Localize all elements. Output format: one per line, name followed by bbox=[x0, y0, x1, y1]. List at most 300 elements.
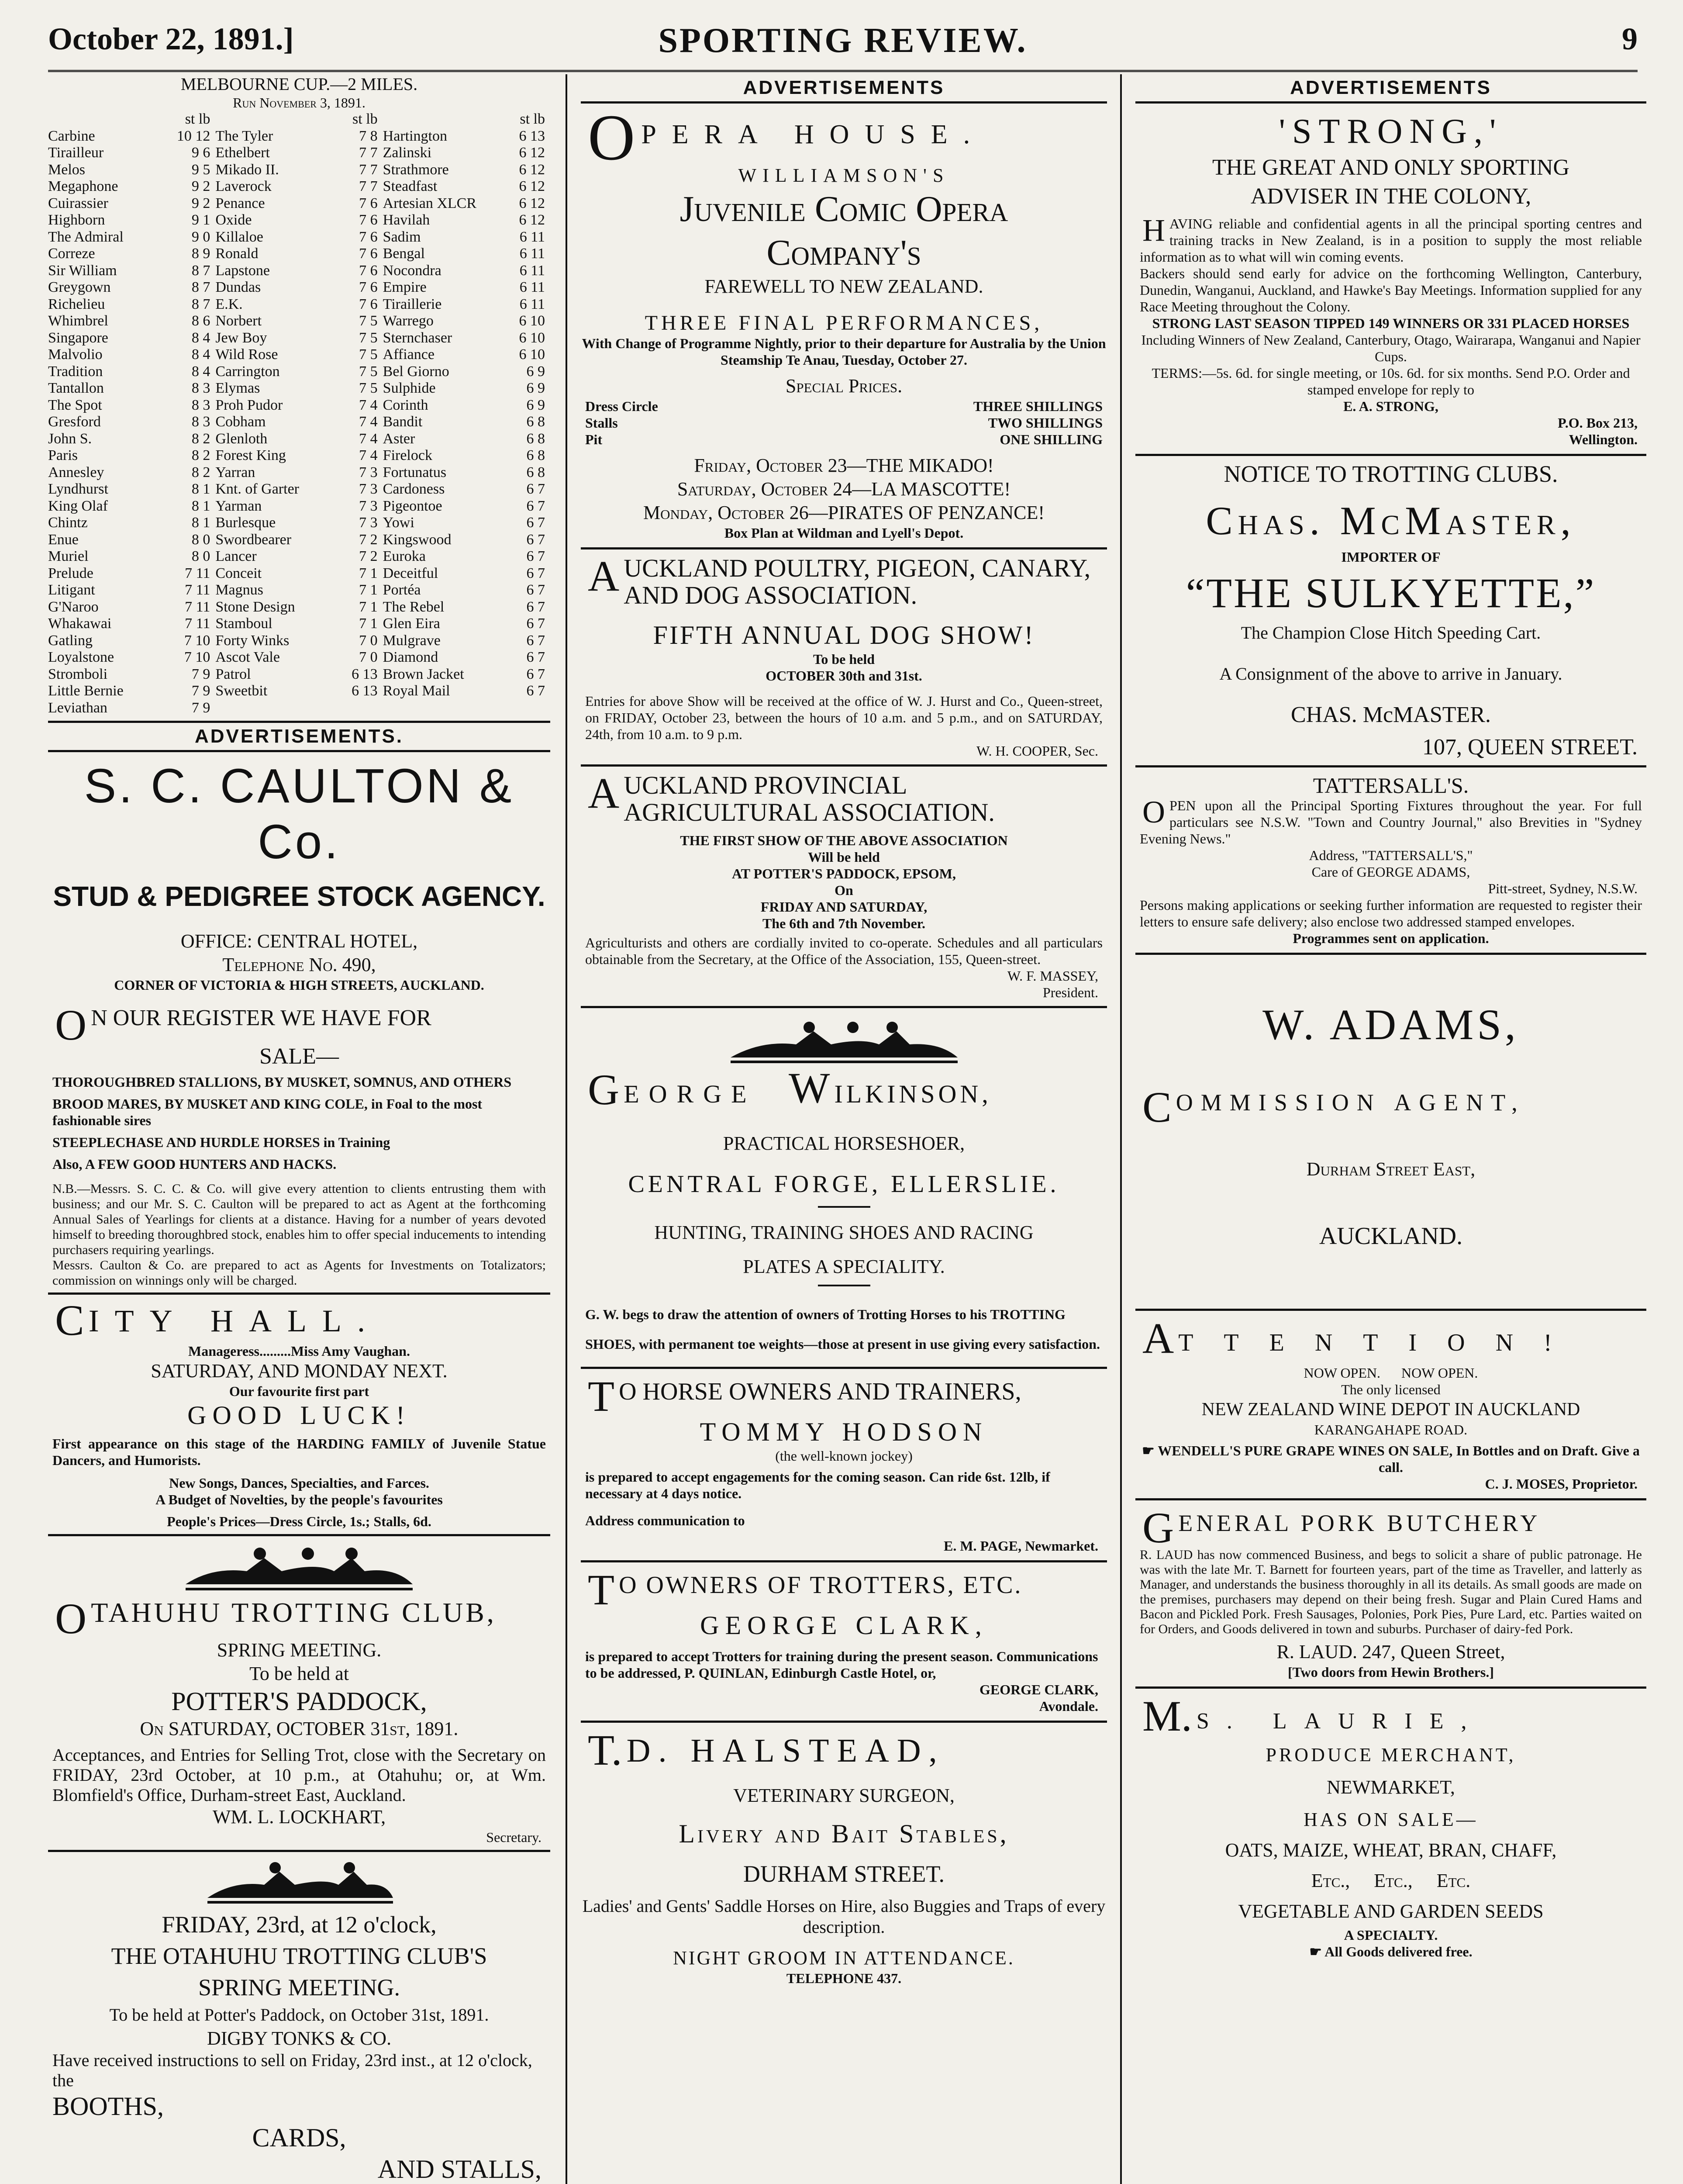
adams-advert bbox=[1135, 953, 1646, 1309]
clark-sign: GEORGE CLARK, bbox=[979, 1682, 1098, 1697]
weights-row bbox=[48, 431, 550, 448]
wilkinson-title bbox=[581, 1064, 1107, 1116]
weights-row bbox=[48, 346, 550, 363]
horse-weight: 7 0 bbox=[359, 649, 378, 665]
weights-list bbox=[48, 111, 550, 716]
weights-row bbox=[48, 195, 550, 212]
horse-weight: 8 2 bbox=[191, 430, 210, 447]
horse-weight: 7 6 bbox=[359, 195, 378, 211]
horse-weight: 6 10 bbox=[519, 329, 545, 346]
otahuhu-date: On SATURDAY, OCTOBER 31st, 1891. bbox=[140, 1718, 459, 1739]
horse-weight: 9 2 bbox=[191, 195, 210, 211]
horse-name: The Spot bbox=[48, 397, 102, 413]
horse-entry bbox=[48, 548, 215, 565]
horse-entry bbox=[48, 632, 215, 650]
horse-weight: 6 10 bbox=[519, 313, 545, 329]
horse-name: Brown Jacket bbox=[383, 666, 464, 682]
horse-entry bbox=[383, 498, 550, 515]
horse-entry bbox=[48, 397, 215, 414]
digby-tonks-sale-advert bbox=[48, 1850, 550, 2184]
laurie-name: S. LAURIE, bbox=[1196, 1709, 1484, 1734]
section-heading: ADVERTISEMENTS bbox=[1135, 74, 1646, 104]
section-heading: ADVERTISEMENTS. bbox=[48, 721, 550, 752]
tattersall-title: TATTERSALL'S. bbox=[1313, 773, 1469, 798]
pork-body: R. LAUD has now commenced Business, and begs to solicit a share of public patronage. He was with the late Mr. T. Barnett for fourteen years, part of the time as Traveller, and latterly as Manager, and understands the business thoroughly in all its details. As small goods are made on the premises, purchasers may depend on their being fresh. Sugar and Plain Cured Hams and Bacon and Pickled Pork. Fresh Sausages, Polonies, Pork Pies, Pure Lard, etc. Parties waited on for Orders, and Goods delivered in town and suburbs. Purchaser of dairy-fed Pork. bbox=[1140, 1548, 1642, 1636]
column-rule bbox=[1120, 74, 1122, 2184]
opera-special: Special Prices. bbox=[785, 375, 903, 397]
halstead-title bbox=[581, 1726, 1107, 1774]
wilkinson-plates: PLATES A SPECIALITY. bbox=[743, 1256, 945, 1277]
horse-weight: 7 2 bbox=[359, 548, 378, 564]
horse-weight: 6 11 bbox=[519, 296, 545, 312]
drop-cap: A bbox=[588, 552, 620, 600]
agri-on: On bbox=[835, 882, 853, 898]
tattersall-advert bbox=[1135, 765, 1646, 953]
drop-cap: T bbox=[588, 1565, 615, 1614]
weights-row bbox=[48, 414, 550, 431]
horse-entry bbox=[383, 145, 550, 162]
wine-wines bbox=[1135, 1442, 1646, 1476]
horse-weight: 6 7 bbox=[526, 515, 545, 531]
halstead-street: DURHAM STREET. bbox=[743, 1861, 945, 1887]
horse-entry bbox=[48, 565, 215, 582]
horse-entry bbox=[383, 666, 550, 683]
horse-entry bbox=[215, 380, 383, 397]
poultry-advert bbox=[581, 547, 1107, 764]
horse-weight: 7 11 bbox=[185, 582, 210, 598]
wine-wines-text: WENDELL'S PURE GRAPE WINES ON SALE, In Bottles and on Draft. Give a call. bbox=[1158, 1443, 1640, 1475]
horse-name: Sweetbit bbox=[215, 683, 268, 699]
sale-meeting: SPRING MEETING. bbox=[198, 1974, 400, 2001]
horse-weight: 7 11 bbox=[185, 615, 210, 632]
melbourne-cup-table bbox=[48, 74, 550, 721]
otahuhu-held: To be held at bbox=[249, 1663, 349, 1684]
horse-name: Sadim bbox=[383, 228, 421, 245]
horse-name: Wild Rose bbox=[215, 346, 278, 363]
caulton-register bbox=[48, 1001, 550, 1049]
horse-entry bbox=[48, 229, 215, 246]
horse-entry bbox=[48, 515, 215, 532]
horse-name: Proh Pudor bbox=[215, 397, 283, 413]
weights-row bbox=[48, 296, 550, 313]
horse-weight: 6 7 bbox=[526, 481, 545, 497]
laurie-delivery bbox=[1135, 1943, 1646, 1960]
city-hall-first-part: Our favourite first part bbox=[229, 1383, 369, 1399]
horse-entry bbox=[215, 515, 383, 532]
horse-weight: 7 10 bbox=[184, 632, 210, 649]
horse-weight: 6 9 bbox=[526, 397, 545, 413]
horse-name: Yarman bbox=[215, 498, 262, 514]
horse-weight: 6 8 bbox=[526, 430, 545, 447]
horse-entry bbox=[215, 582, 383, 599]
pointing-hand-icon: ☛ bbox=[1142, 1443, 1158, 1458]
horse-entry bbox=[215, 245, 383, 263]
weights-row bbox=[48, 330, 550, 347]
horse-weight: 7 3 bbox=[359, 515, 378, 531]
horse-entry bbox=[48, 464, 215, 481]
horse-name: Lyndhurst bbox=[48, 481, 108, 497]
horse-weight: 8 1 bbox=[191, 515, 210, 531]
horse-entry bbox=[215, 683, 383, 700]
strong-including: Including Winners of New Zealand, Canterbury, Otago, Wairarapa, Wanganui and Napier Cups. bbox=[1141, 332, 1641, 364]
otahuhu-role: Secretary. bbox=[486, 1829, 541, 1845]
pork-butchery-advert bbox=[1135, 1498, 1646, 1686]
horse-name: Nocondra bbox=[383, 262, 441, 279]
horse-entry bbox=[383, 346, 550, 363]
horse-name: Kingswood bbox=[383, 531, 452, 548]
wilkinson-last: ILKINSON, bbox=[834, 1080, 992, 1108]
sale-stalls: AND STALLS, bbox=[377, 2155, 541, 2184]
tattersall-body-text: PEN upon all the Principal Sporting Fixtures throughout the year. For full particulars see N.S.W. "Town and Country Journal," also Brevities in "Sydney Evening News." bbox=[1140, 798, 1642, 847]
sale-held: To be held at Potter's Paddock, on October 31st, 1891. bbox=[109, 2005, 489, 2025]
horse-name: Whimbrel bbox=[48, 313, 108, 329]
horse-weight: 7 5 bbox=[359, 329, 378, 346]
horse-name: Royal Mail bbox=[383, 683, 450, 699]
horse-weight: 7 11 bbox=[185, 598, 210, 615]
horse-weight: 6 7 bbox=[526, 548, 545, 564]
horse-entry bbox=[48, 195, 215, 212]
horse-name: Little Bernie bbox=[48, 683, 124, 699]
sulkyette-desc: The Champion Close Hitch Speeding Cart. bbox=[1241, 623, 1541, 643]
horse-entry bbox=[383, 632, 550, 650]
laurie-specialty: A SPECIALTY. bbox=[1344, 1927, 1438, 1943]
agri-first: THE FIRST SHOW OF THE ABOVE ASSOCIATION bbox=[680, 833, 1008, 848]
column-rule bbox=[566, 74, 567, 2184]
drop-cap: O bbox=[1142, 795, 1165, 829]
horse-entry bbox=[383, 330, 550, 347]
horse-entry bbox=[48, 414, 215, 431]
wine-road: KARANGAHAPE ROAD. bbox=[1314, 1422, 1468, 1438]
horse-name: Chintz bbox=[48, 515, 88, 531]
clark-title bbox=[581, 1565, 1107, 1614]
horse-name: Bengal bbox=[383, 245, 425, 262]
horse-name: Swordbearer bbox=[215, 531, 292, 548]
agri-sign: W. F. MASSEY, bbox=[1007, 968, 1098, 984]
horse-name: Sulphide bbox=[383, 380, 436, 396]
adams-role: OMMISSION AGENT, bbox=[1176, 1089, 1525, 1116]
horse-entry bbox=[215, 565, 383, 582]
masthead-title: SPORTING REVIEW. bbox=[658, 21, 1028, 60]
clark-body: is prepared to accept Trotters for training during the present season. Communications to be addressed, P. QUINLAN, Edinburgh Castle Hotel, or, bbox=[585, 1648, 1098, 1681]
horse-entry bbox=[383, 313, 550, 330]
horse-entry bbox=[383, 279, 550, 296]
horse-entry bbox=[215, 162, 383, 179]
weights-row bbox=[48, 263, 550, 280]
laurie-role: PRODUCE MERCHANT, bbox=[1266, 1744, 1516, 1766]
horse-entry bbox=[48, 532, 215, 549]
horse-weight: 7 5 bbox=[359, 313, 378, 329]
adams-title bbox=[1135, 1083, 1646, 1131]
price-row bbox=[581, 398, 1107, 415]
horse-weight: 6 7 bbox=[526, 632, 545, 649]
horse-weight: 7 7 bbox=[359, 178, 378, 194]
horse-entry bbox=[215, 195, 383, 212]
horse-weight: 7 10 bbox=[184, 649, 210, 665]
poultry-dates: OCTOBER 30th and 31st. bbox=[766, 668, 922, 684]
weights-row bbox=[48, 363, 550, 380]
horse-weight: 8 2 bbox=[191, 447, 210, 463]
strong-tagline: ADVISER IN THE COLONY, bbox=[1250, 184, 1531, 209]
horse-name: Dundas bbox=[215, 279, 261, 295]
sale-instructions: Have received instructions to sell on Friday, 23rd inst., at 12 o'clock, the bbox=[52, 2050, 532, 2090]
horse-name: Annesley bbox=[48, 464, 104, 480]
horse-weight: 6 7 bbox=[526, 498, 545, 514]
horse-weight: 6 7 bbox=[526, 683, 545, 699]
drop-cap: A bbox=[1142, 1314, 1174, 1362]
horse-weight: 6 13 bbox=[519, 128, 545, 144]
horse-name: Conceit bbox=[215, 565, 262, 581]
weights-row bbox=[48, 565, 550, 582]
hodson-body: is prepared to accept engagements for the coming season. Can ride 6st. 12lb, if necessary at 4 days notice. bbox=[585, 1469, 1050, 1501]
horse-weight: 6 7 bbox=[526, 582, 545, 598]
price-amount: THREE SHILLINGS bbox=[973, 398, 1103, 414]
halstead-telephone: TELEPHONE 437. bbox=[786, 1970, 902, 1986]
horse-weight: 6 7 bbox=[526, 649, 545, 665]
horse-name: Stone Design bbox=[215, 598, 295, 615]
strong-box: P.O. Box 213, bbox=[1558, 415, 1638, 431]
wine-title bbox=[1135, 1314, 1646, 1365]
horse-entry bbox=[383, 615, 550, 632]
horse-name: Elymas bbox=[215, 380, 260, 396]
horse-weight: 6 8 bbox=[526, 447, 545, 463]
horse-name: Stamboul bbox=[215, 615, 272, 632]
drop-cap: W bbox=[789, 1064, 830, 1112]
horse-entry bbox=[48, 649, 215, 666]
opera-company: Company's bbox=[766, 232, 921, 273]
horse-weight: 9 0 bbox=[191, 228, 210, 245]
laurie-sale: HAS ON SALE— bbox=[1304, 1809, 1478, 1830]
sale-when: FRIDAY, 23rd, at 12 o'clock, bbox=[162, 1911, 437, 1938]
caulton-name: S. C. CAULTON & Co. bbox=[84, 759, 514, 869]
horse-weight: 7 2 bbox=[359, 531, 378, 548]
horse-name: Fortunatus bbox=[383, 464, 447, 480]
horse-entry bbox=[383, 582, 550, 599]
sale-club: THE OTAHUHU TROTTING CLUB'S bbox=[111, 1943, 487, 1969]
horse-weight: 6 7 bbox=[526, 666, 545, 682]
caulton-agents: Messrs. Caulton & Co. are prepared to act as Agents for Investments on Totalizators; commission on winnings only will be charged. bbox=[52, 1258, 546, 1288]
horse-weight: 7 6 bbox=[359, 262, 378, 279]
price-seat: Dress Circle bbox=[585, 398, 658, 414]
horse-name: Richelieu bbox=[48, 296, 105, 312]
horse-weight: 8 7 bbox=[191, 279, 210, 295]
horse-entry bbox=[383, 532, 550, 549]
horse-weight: 6 11 bbox=[519, 245, 545, 262]
sulkyette-name: Chas. McMaster, bbox=[1206, 498, 1576, 543]
hodson-heading: O HORSE OWNERS AND TRAINERS, bbox=[619, 1378, 1021, 1405]
horse-weight: 6 7 bbox=[526, 615, 545, 632]
horse-entry bbox=[215, 279, 383, 296]
horse-weight: 6 11 bbox=[519, 228, 545, 245]
column-right bbox=[1135, 74, 1646, 2184]
horse-weight: 9 1 bbox=[191, 212, 210, 228]
city-hall-prices: People's Prices—Dress Circle, 1s.; Stalls, 6d. bbox=[167, 1514, 431, 1529]
horse-entry bbox=[215, 145, 383, 162]
caulton-tagline: STUD & PEDIGREE STOCK AGENCY. bbox=[53, 881, 545, 912]
wilkinson-hunting: HUNTING, TRAINING SHOES AND RACING bbox=[654, 1222, 1034, 1243]
caulton-office: OFFICE: CENTRAL HOTEL, bbox=[180, 930, 418, 952]
race-subtitle: Run November 3, 1891. bbox=[233, 95, 366, 111]
tattersall-care: Care of GEORGE ADAMS, bbox=[1311, 864, 1470, 880]
horse-weight: 6 12 bbox=[519, 161, 545, 178]
caulton-item: STEEPLECHASE AND HURDLE HORSES in Training bbox=[52, 1134, 390, 1150]
poultry-body: Entries for above Show will be received at the office of W. J. Hurst and Co., Queen-street, on FRIDAY, October 23, between the hours of 10 a.m. and 5 p.m., and on SATURDAY, 24th, from 10 a.m. to 9 p.m. bbox=[585, 693, 1103, 742]
price-row bbox=[581, 415, 1107, 431]
horse-name: Gatling bbox=[48, 632, 93, 649]
horse-name: Carbine bbox=[48, 128, 95, 144]
sale-booths: BOOTHS, bbox=[52, 2092, 164, 2121]
agri-name: UCKLAND PROVINCIAL AGRICULTURAL ASSOCIATION. bbox=[624, 771, 995, 826]
racehorses-icon bbox=[48, 1856, 550, 1909]
strong-city: Wellington. bbox=[1569, 432, 1638, 447]
horse-entry bbox=[215, 397, 383, 414]
horse-entry bbox=[215, 666, 383, 683]
drop-cap: O bbox=[588, 104, 635, 174]
horse-entry bbox=[383, 683, 550, 700]
hodson-address: Address communication to bbox=[585, 1513, 745, 1528]
wine-open: NOW OPEN. NOW OPEN. bbox=[1304, 1365, 1478, 1381]
horse-weight: 7 9 bbox=[191, 666, 210, 682]
sulkyette-address: 107, QUEEN STREET. bbox=[1422, 735, 1638, 760]
weights-row bbox=[48, 397, 550, 414]
divider bbox=[818, 1206, 870, 1208]
horse-entry bbox=[383, 414, 550, 431]
horse-name: Strathmore bbox=[383, 161, 449, 178]
horse-weight: 6 11 bbox=[519, 262, 545, 279]
horse-entry bbox=[383, 599, 550, 616]
sale-firm: DIGBY TONKS & CO. bbox=[207, 2028, 392, 2049]
caulton-item: THOROUGHBRED STALLIONS, BY MUSKET, SOMNUS, AND OTHERS bbox=[52, 1074, 512, 1090]
wilkinson-body: G. W. begs to draw the attention of owners of Trotting Horses to his TROTTING SHOES, with permanent toe weights—those at present in use giving every satisfaction. bbox=[585, 1306, 1100, 1352]
weights-row bbox=[48, 279, 550, 296]
adams-city: AUCKLAND. bbox=[1319, 1223, 1463, 1250]
column-left bbox=[48, 74, 550, 2184]
tattersall-street: Pitt-street, Sydney, N.S.W. bbox=[1488, 881, 1638, 896]
horse-name: Tiraillerie bbox=[383, 296, 442, 312]
laurie-seeds: VEGETABLE AND GARDEN SEEDS bbox=[1238, 1901, 1544, 1922]
drop-cap: T bbox=[588, 1372, 615, 1420]
horse-entry bbox=[383, 649, 550, 666]
horse-name: Zalinski bbox=[383, 145, 432, 161]
horse-weight: 6 12 bbox=[519, 195, 545, 211]
horse-entry bbox=[215, 330, 383, 347]
horse-entry bbox=[383, 212, 550, 229]
opera-three: THREE FINAL PERFORMANCES, bbox=[645, 311, 1043, 335]
horse-name: Bel Giorno bbox=[383, 363, 449, 380]
horse-name: Bandit bbox=[383, 414, 423, 430]
sulkyette-importer: IMPORTER OF bbox=[1341, 549, 1441, 565]
horse-entry bbox=[48, 431, 215, 448]
horse-weight: 7 7 bbox=[359, 145, 378, 161]
horse-entry bbox=[383, 296, 550, 313]
register-text: N OUR REGISTER WE HAVE FOR bbox=[91, 1006, 431, 1030]
horse-name: Forty Winks bbox=[215, 632, 290, 649]
city-hall-songs: New Songs, Dances, Specialties, and Farces. bbox=[169, 1475, 429, 1491]
horse-entry bbox=[215, 548, 383, 565]
horse-name: Corinth bbox=[383, 397, 428, 413]
horse-entry bbox=[48, 128, 215, 145]
pork-heading: ENERAL PORK BUTCHERY bbox=[1178, 1510, 1541, 1536]
city-hall-show: GOOD LUCK! bbox=[187, 1401, 411, 1430]
otahuhu-signer: WM. L. LOCKHART, bbox=[212, 1806, 386, 1828]
otahuhu-name: TAHUHU TROTTING CLUB, bbox=[91, 1597, 497, 1628]
horse-weight: 7 5 bbox=[359, 346, 378, 363]
horse-entry bbox=[215, 632, 383, 650]
horse-name: Enue bbox=[48, 531, 79, 548]
horse-weight: 7 4 bbox=[359, 430, 378, 447]
horse-name: Norbert bbox=[215, 313, 262, 329]
horse-entry bbox=[383, 363, 550, 380]
agri-title bbox=[581, 769, 1107, 826]
strong-body2: Backers should send early for advice on the forthcoming Wellington, Canterbury, Dunedin, Wanganui, Auckland, and Hawke's Bay Meetings. Information supplied for any Race Meeting throughout the Colony. bbox=[1140, 266, 1642, 314]
horse-name: King Olaf bbox=[48, 498, 108, 514]
horse-weight: 6 13 bbox=[352, 666, 378, 682]
caulton-sale: SALE— bbox=[259, 1044, 339, 1069]
horse-entry bbox=[48, 683, 215, 700]
drop-cap: C bbox=[1142, 1083, 1172, 1131]
opera-farewell: FAREWELL TO NEW ZEALAND. bbox=[704, 276, 983, 297]
halstead-name: D. HALSTEAD, bbox=[626, 1732, 945, 1769]
caulton-nb: N.B.—Messrs. S. C. C. & Co. will give every attention to clients entrusting them with business; and our Mr. S. C. Caulton will be prepared to act as Agent at the forthcoming Annual Sales of Yearlings for clients at a distance. Having for a number of years devoted himself to breeding thoroughbred stock, enables him to offer special inducements to intending purchasers requiring yearlings. bbox=[52, 1182, 546, 1257]
horse-entry bbox=[48, 263, 215, 280]
horse-name: Litigant bbox=[48, 582, 95, 598]
horse-entry bbox=[48, 481, 215, 498]
sulkyette-product: “THE SULKYETTE,” bbox=[1186, 570, 1596, 616]
weights-row bbox=[48, 683, 550, 700]
horse-weight: 8 4 bbox=[191, 363, 210, 380]
horse-entry bbox=[48, 245, 215, 263]
horse-entry bbox=[48, 380, 215, 397]
horse-entry bbox=[383, 380, 550, 397]
unit-heading: st lb bbox=[520, 111, 545, 127]
horse-name: Greygown bbox=[48, 279, 111, 295]
opera-night: Saturday, October 24—LA MASCOTTE! bbox=[677, 478, 1011, 500]
adams-name: W. ADAMS, bbox=[1262, 1000, 1519, 1049]
drop-cap: T. bbox=[588, 1726, 622, 1774]
city-hall-appearance: First appearance on this stage of the HARDING FAMILY of Juvenile Statue Dancers, and Humorists. bbox=[52, 1436, 546, 1468]
horse-weight: 6 10 bbox=[519, 346, 545, 363]
horse-entry bbox=[215, 431, 383, 448]
otahuhu-meeting-advert bbox=[48, 1534, 550, 1850]
divider bbox=[818, 1285, 870, 1286]
hodson-title bbox=[581, 1372, 1107, 1420]
horse-name: Hartington bbox=[383, 128, 447, 144]
page-header bbox=[48, 13, 1638, 72]
horse-name: Sternchaser bbox=[383, 329, 452, 346]
horse-name: Loyalstone bbox=[48, 649, 114, 665]
strong-body-text: AVING reliable and confidential agents in all the principal sporting centres and training tracks in New Zealand, is in a position to supply the most reliable information as to what will win coming events. bbox=[1140, 216, 1642, 265]
horse-name: Artesian XLCR bbox=[383, 195, 477, 211]
horse-weight: 7 6 bbox=[359, 296, 378, 312]
strong-body bbox=[1135, 215, 1646, 265]
strong-sign: E. A. STRONG, bbox=[1343, 398, 1438, 414]
horse-weight: 6 12 bbox=[519, 145, 545, 161]
city-hall-title bbox=[48, 1296, 550, 1344]
horse-name: Mulgrave bbox=[383, 632, 441, 649]
city-hall-dates: SATURDAY, AND MONDAY NEXT. bbox=[151, 1360, 448, 1382]
unit-heading: st lb bbox=[352, 111, 378, 127]
horse-name: Laverock bbox=[215, 178, 272, 194]
horse-name: Magnus bbox=[215, 582, 263, 598]
otahuhu-body: Acceptances, and Entries for Selling Trot, close with the Secretary on FRIDAY, 23rd October, at 10 p.m., at Otahuhu; or, at Wm. Blomfield's Office, Durham-street East, Auckland. bbox=[52, 1745, 546, 1805]
horse-weight: 10 12 bbox=[176, 128, 210, 144]
tattersall-address: Address, "TATTERSALL'S," bbox=[1309, 847, 1473, 863]
horse-weight: 7 4 bbox=[359, 414, 378, 430]
horse-weight: 6 7 bbox=[526, 598, 545, 615]
agri-body: Agriculturists and others are cordially invited to co-operate. Schedules and all particulars obtainable from the Secretary, at the Office of the Association, 155, Queen-street. bbox=[585, 935, 1103, 967]
horse-entry bbox=[48, 498, 215, 515]
poultry-title bbox=[581, 552, 1107, 609]
weights-row bbox=[48, 313, 550, 330]
